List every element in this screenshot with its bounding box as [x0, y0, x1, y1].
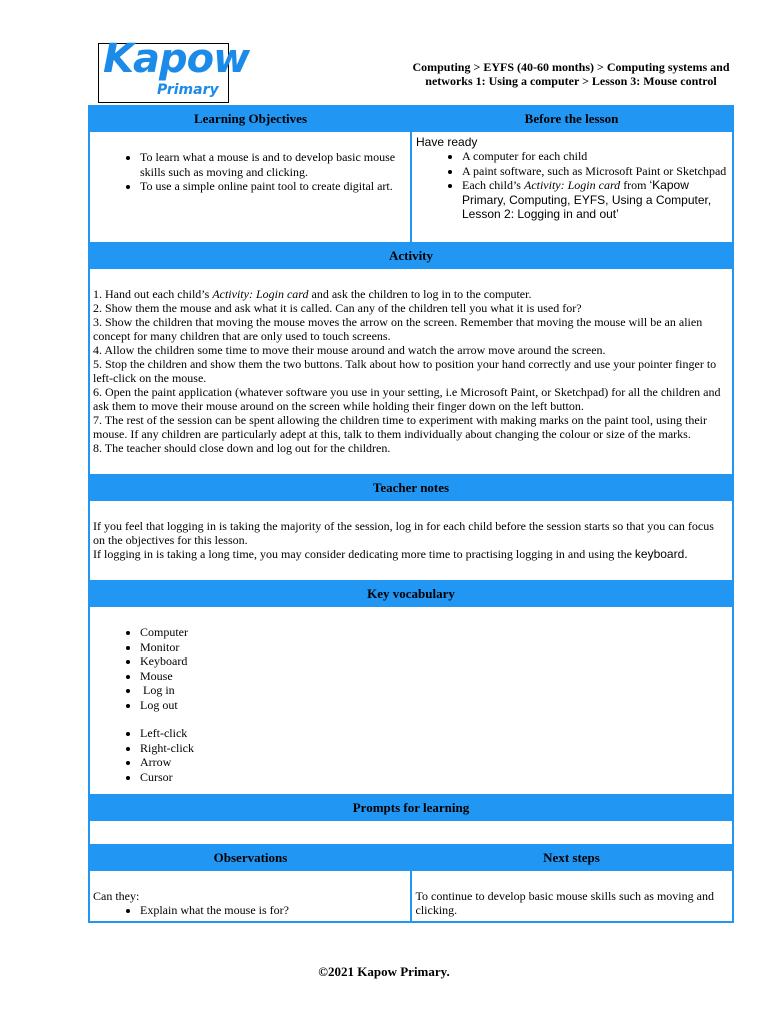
observation-item: • Explain what the mouse is for? [140, 903, 406, 918]
before-body [410, 132, 732, 242]
prompts-section [88, 794, 734, 844]
activity-step: 8. The teacher should close down and log out for the children. [93, 441, 391, 455]
vocab-item: • Right-click [140, 741, 732, 756]
vocab-item: • Left-click [140, 726, 732, 741]
logo-subtitle: Primary [157, 82, 219, 98]
observations-heading: Observations [90, 844, 411, 871]
teacher-notes-body [90, 501, 732, 561]
objectives-heading: Learning Objectives [90, 105, 411, 132]
observations-intro: Can they: [93, 889, 140, 903]
vocabulary-body [90, 607, 732, 784]
objectives-section [88, 105, 734, 242]
activity-step: 2. Show them the mouse and ask what it is called. Can any of the children tell you what it is used for? [93, 301, 582, 315]
vocab-item: • Cursor [140, 770, 732, 785]
activity-step: 5. Stop the children and show them the two buttons. Talk about how to position your hand correctly and use your pointer finger to left-click on the mouse. [93, 357, 717, 385]
next-steps-body: To continue to develop basic mouse skills such as moving and clicking. [410, 871, 733, 921]
observations-section [88, 844, 734, 923]
before-item: • A computer for each child [462, 149, 732, 164]
vocabulary-section [88, 580, 734, 794]
before-heading: Before the lesson [411, 105, 732, 132]
activity-section [88, 242, 734, 474]
activity-heading: Activity [90, 242, 732, 269]
activity-step: 4. Allow the children some time to move their mouse around and watch the arrow move around the screen. [93, 343, 606, 357]
teacher-note: If you feel that logging in is taking the majority of the session, log in for each child before the session starts so that you can focus on the objectives for this lesson. [93, 519, 714, 547]
before-item: • A paint software, such as Microsoft Paint or Sketchpad [462, 164, 732, 179]
before-item: • Each child’s Activity: Login card from ‘Kapow Primary, Computing, EYFS, Using a Computer, Lesson 2: Logging in and out’ [462, 178, 732, 222]
activity-step: 3. Show the children that moving the mouse moves the arrow on the screen. Remember that moving the mouse will be an alien concept for many children that are only used to touch screens. [93, 315, 703, 343]
kapow-logo [98, 36, 250, 103]
objectives-body [90, 132, 410, 242]
vocab-item: • Keyboard [140, 654, 732, 669]
objective-item: • To use a simple online paint tool to create digital art. [140, 179, 410, 194]
teacher-note: If logging in is taking a long time, you may consider dedicating more time to practising logging in and using the keyboard. [93, 547, 688, 561]
logo-brand: Kapow [103, 36, 250, 82]
activity-step: 1. Hand out each child’s Activity: Login card and ask the children to log in to the computer. [93, 287, 532, 301]
vocab-item: • Computer [140, 625, 732, 640]
vocab-item: • Mouse [140, 669, 732, 684]
vocab-item: • Log out [140, 698, 732, 713]
teacher-notes-section [88, 474, 734, 580]
objective-item: • To learn what a mouse is and to develop basic mouse skills such as moving and clicking. [140, 150, 410, 179]
vocabulary-heading: Key vocabulary [90, 580, 732, 607]
vocab-item: • Monitor [140, 640, 732, 655]
activity-step: 6. Open the paint application (whatever software you use in your setting, i.e Microsoft Paint, or Sketchpad) for all the children and ask them to move their mouse around on the screen while holding their finger down on the left button. [93, 385, 721, 413]
footer-copyright: ©2021 Kapow Primary. [318, 964, 450, 979]
activity-body [90, 269, 732, 455]
activity-step: 7. The rest of the session can be spent allowing the children time to experiment with making marks on the paint tool, using their mouse. If any children are particularly adept at this, talk to them individually about changing the colour or size of the marks. [93, 413, 707, 441]
next-steps-heading: Next steps [411, 844, 732, 871]
prompts-heading: Prompts for learning [90, 794, 732, 821]
teacher-notes-heading: Teacher notes [90, 474, 732, 501]
observations-body [90, 871, 410, 921]
vocab-item: • Arrow [140, 755, 732, 770]
before-intro: Have ready [416, 135, 478, 149]
vocab-item: • Log in [140, 683, 732, 698]
breadcrumb: Computing > EYFS (40-60 months) > Computing systems and networks 1: Using a computer > Lesson 3: Mouse control [412, 60, 730, 88]
